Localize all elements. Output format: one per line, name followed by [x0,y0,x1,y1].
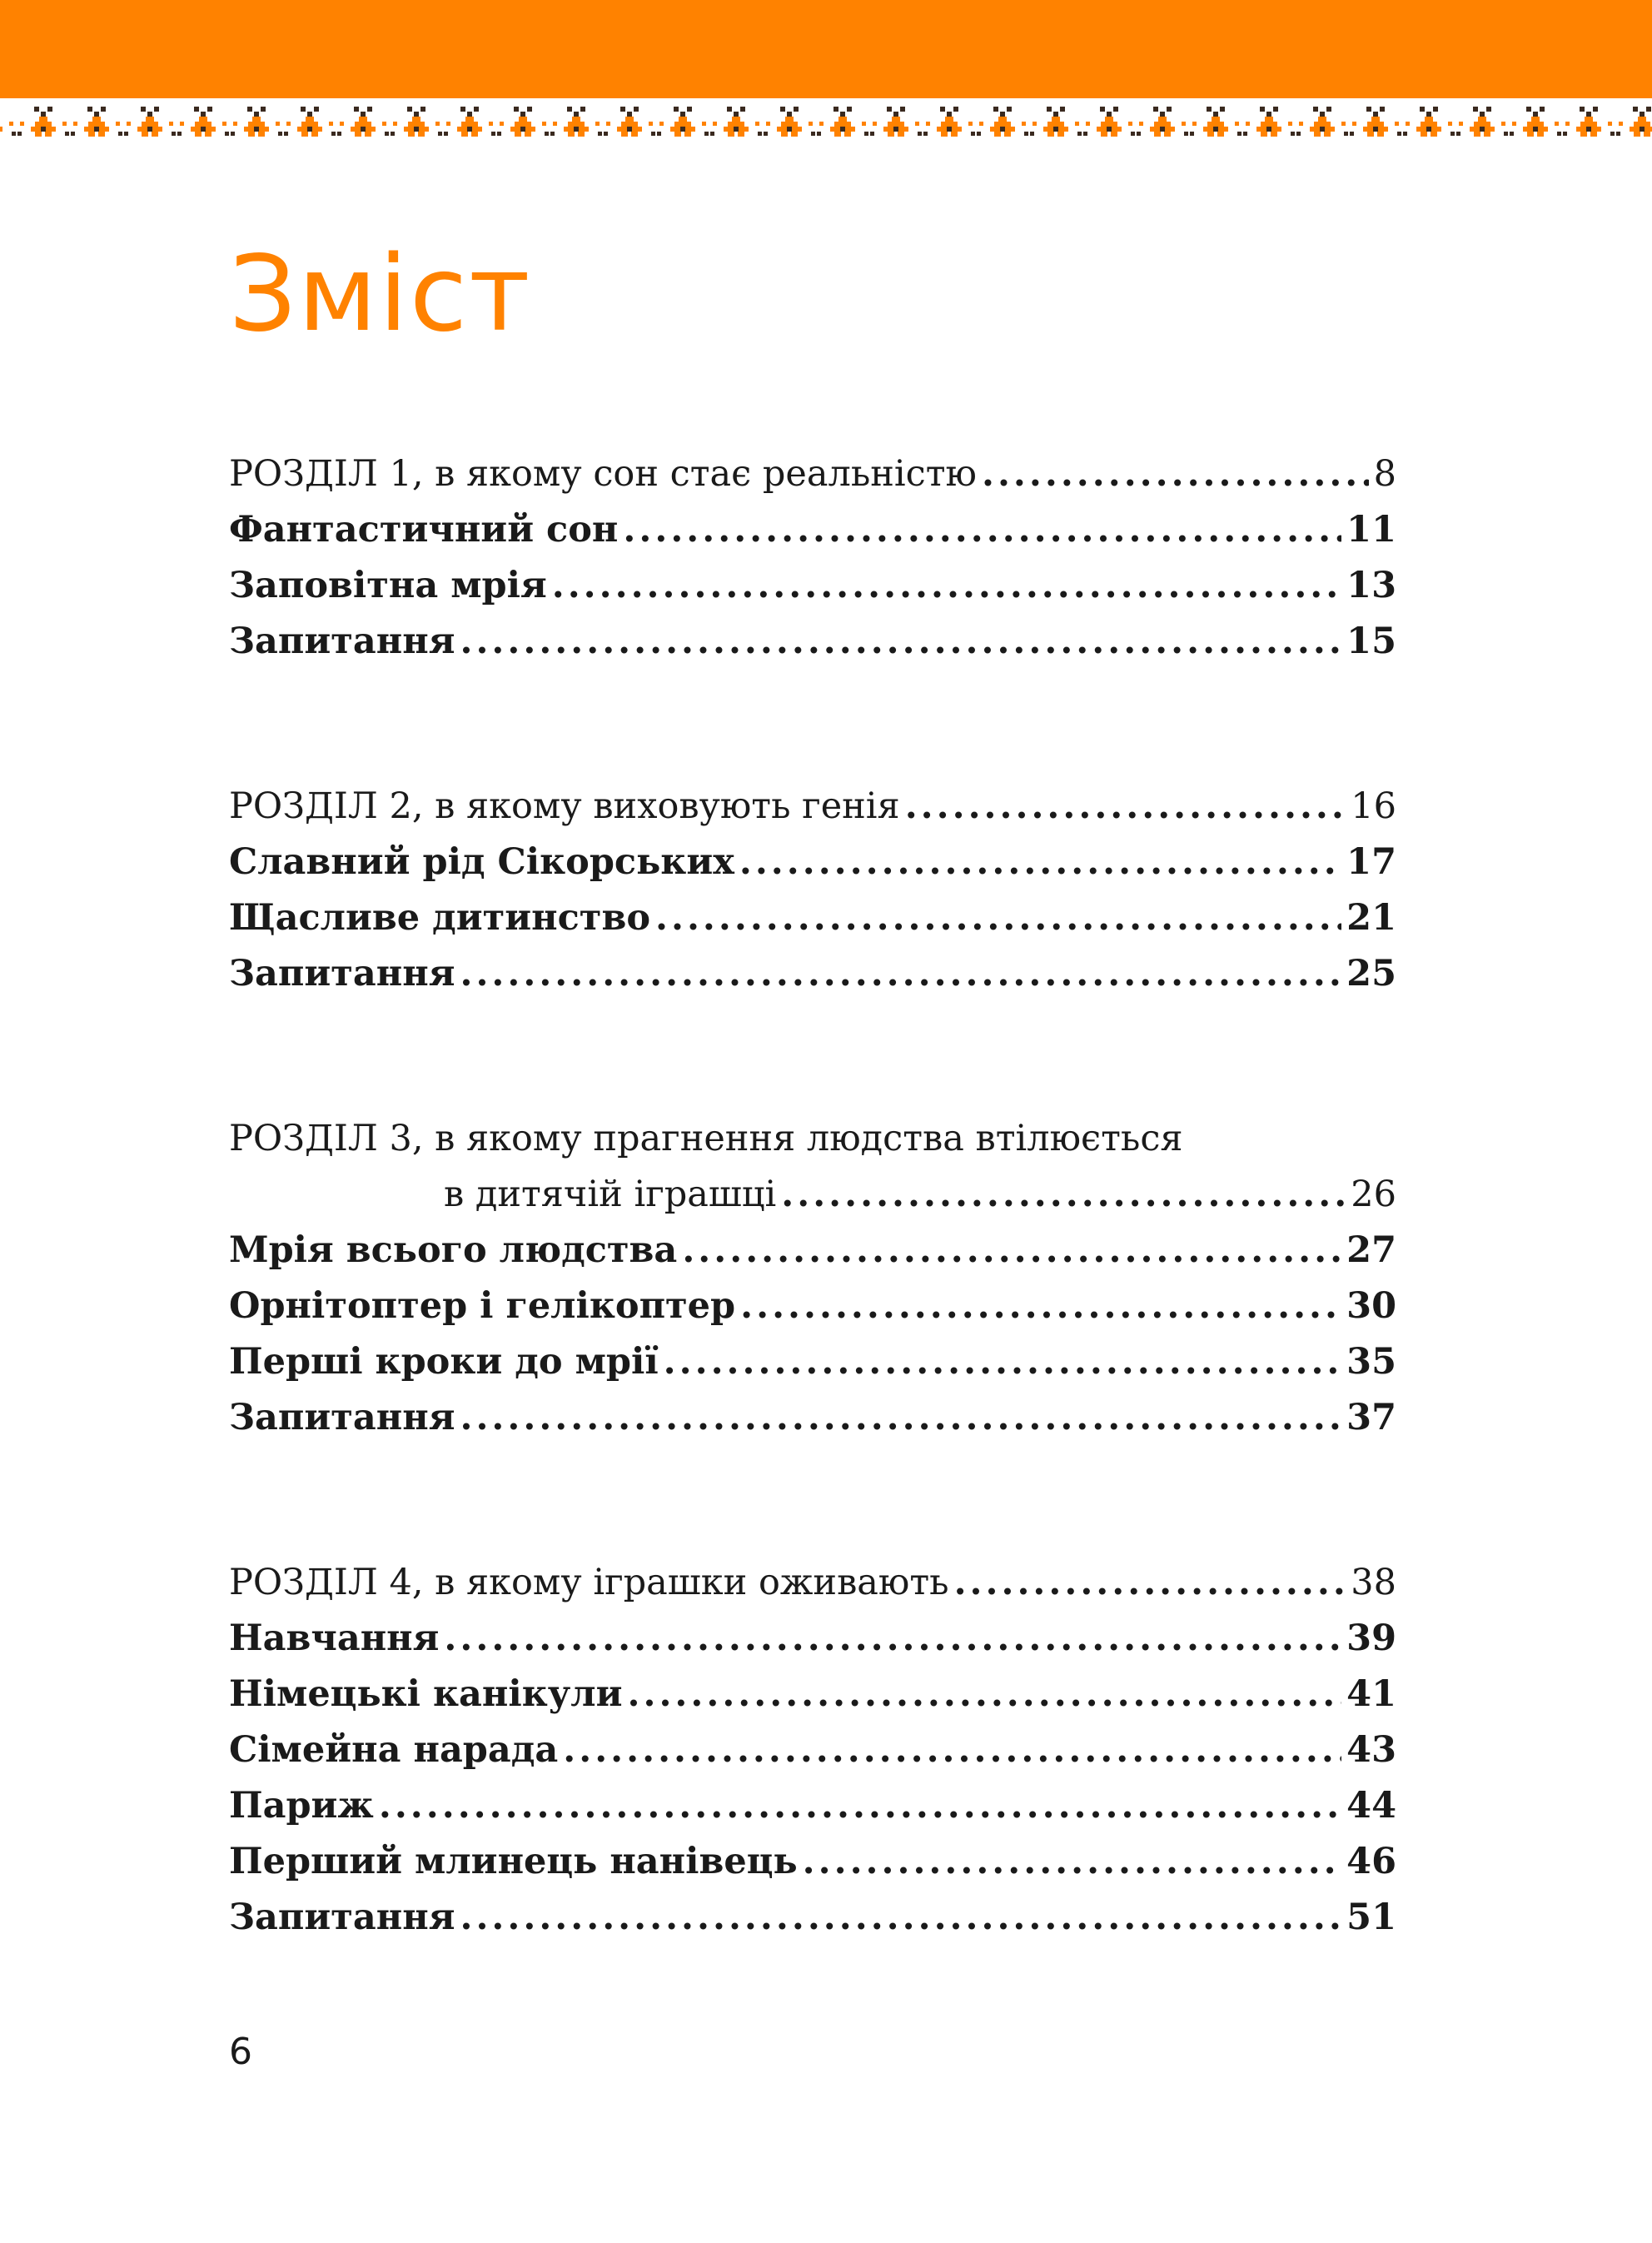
toc-page-number: 51 [1346,1897,1396,1938]
toc-chapter-label: РОЗДІЛ 1, в якому сон стає реальністю [229,453,977,495]
toc-entry[interactable] [229,1279,1396,1334]
dot-leader [740,1279,1341,1334]
toc-chapter-label-line2: в дитячій іграшці [444,1174,777,1215]
toc-entry[interactable] [229,558,1396,614]
toc-chapter-label: РОЗДІЛ 2, в якому виховують генія [229,785,900,827]
toc-entry-label: Сімейна нарада [229,1729,559,1771]
toc-page-number: 27 [1346,1229,1396,1271]
toc-entry[interactable] [229,1722,1396,1778]
dot-leader [460,946,1341,1002]
toc-entry[interactable] [229,1611,1396,1667]
toc-section-3 [229,1111,1396,1446]
toc-entry-label: Запитання [229,621,455,662]
toc-page-number: 13 [1346,565,1396,606]
dot-leader [739,835,1341,890]
toc-chapter-label: РОЗДІЛ 4, в якому іграшки оживають [229,1562,949,1603]
embroidery-border-pattern [0,98,1652,150]
toc-page-number: 30 [1346,1285,1396,1327]
toc-entry[interactable] [229,614,1396,670]
page-title: Зміст [229,232,532,355]
toc-entry-label: Орнітоптер і гелікоптер [229,1285,736,1327]
toc-entry[interactable] [229,1334,1396,1390]
toc-page-number: 16 [1351,785,1396,827]
dot-leader [905,779,1346,835]
toc-entry[interactable] [229,1778,1396,1834]
toc-entry-label: Запитання [229,1897,455,1938]
dot-leader [954,1555,1346,1611]
dot-leader [563,1722,1341,1778]
toc-page-number: 41 [1346,1673,1396,1715]
top-color-band [0,0,1652,98]
toc-chapter-entry[interactable] [229,446,1396,502]
toc-section-1 [229,446,1396,670]
dot-leader [803,1834,1342,1890]
toc-chapter-entry[interactable] [229,779,1396,835]
table-of-contents [229,446,1396,1946]
toc-page-number: 46 [1346,1841,1396,1882]
toc-entry[interactable] [229,946,1396,1002]
dot-leader [460,1890,1341,1946]
dot-leader [552,558,1341,614]
toc-page-number: 8 [1373,453,1396,495]
dot-leader [628,1667,1342,1722]
dot-leader [655,890,1341,946]
dot-leader [781,1167,1346,1223]
dot-leader [379,1778,1341,1834]
toc-entry[interactable] [229,1834,1396,1890]
toc-section-4 [229,1555,1396,1946]
toc-page-number: 44 [1346,1785,1396,1827]
dot-leader [460,614,1341,670]
toc-chapter-entry[interactable] [229,1555,1396,1611]
toc-entry-label: Фантастичний сон [229,509,619,551]
toc-entry-label: Заповітна мрія [229,565,547,606]
toc-page-number: 26 [1351,1174,1396,1215]
toc-entry-label: Навчання [229,1617,440,1659]
toc-page-number: 17 [1346,841,1396,883]
dot-leader [664,1334,1341,1390]
toc-page-number: 43 [1346,1729,1396,1771]
toc-entry[interactable] [229,835,1396,890]
toc-page-number: 35 [1346,1341,1396,1383]
toc-entry-label: Мрія всього людства [229,1229,678,1271]
toc-entry[interactable] [229,1390,1396,1446]
toc-entry-label: Німецькі канікули [229,1673,623,1715]
toc-entry-label: Перший млинець нанівець [229,1841,798,1882]
toc-page-number: 39 [1346,1617,1396,1659]
toc-page-number: 15 [1346,621,1396,662]
toc-chapter-entry[interactable] [229,1167,1396,1223]
dot-leader [623,502,1341,558]
toc-entry[interactable] [229,1890,1396,1946]
toc-entry-label: Париж [229,1785,374,1827]
toc-entry-label: Запитання [229,953,455,994]
toc-page-number: 38 [1351,1562,1396,1603]
toc-entry[interactable] [229,890,1396,946]
toc-entry-label: Славний рід Сікорських [229,841,734,883]
dot-leader [460,1390,1341,1446]
dot-leader [444,1611,1341,1667]
toc-entry-label: Перші кроки до мрії [229,1341,659,1383]
toc-chapter-label-line1[interactable]: РОЗДІЛ 3, в якому прагнення людства втілюється [229,1118,1183,1159]
toc-entry-label: Щасливе дитинство [229,897,651,939]
toc-entry[interactable] [229,1667,1396,1722]
toc-section-2 [229,779,1396,1002]
toc-page-number: 25 [1346,953,1396,994]
dot-leader [982,446,1369,502]
dot-leader [682,1223,1341,1279]
toc-page-number: 37 [1346,1397,1396,1438]
page-number: 6 [229,2031,252,2073]
toc-page-number: 21 [1346,897,1396,939]
toc-entry[interactable] [229,502,1396,558]
toc-page-number: 11 [1346,509,1396,551]
toc-entry[interactable] [229,1223,1396,1279]
toc-entry-label: Запитання [229,1397,455,1438]
